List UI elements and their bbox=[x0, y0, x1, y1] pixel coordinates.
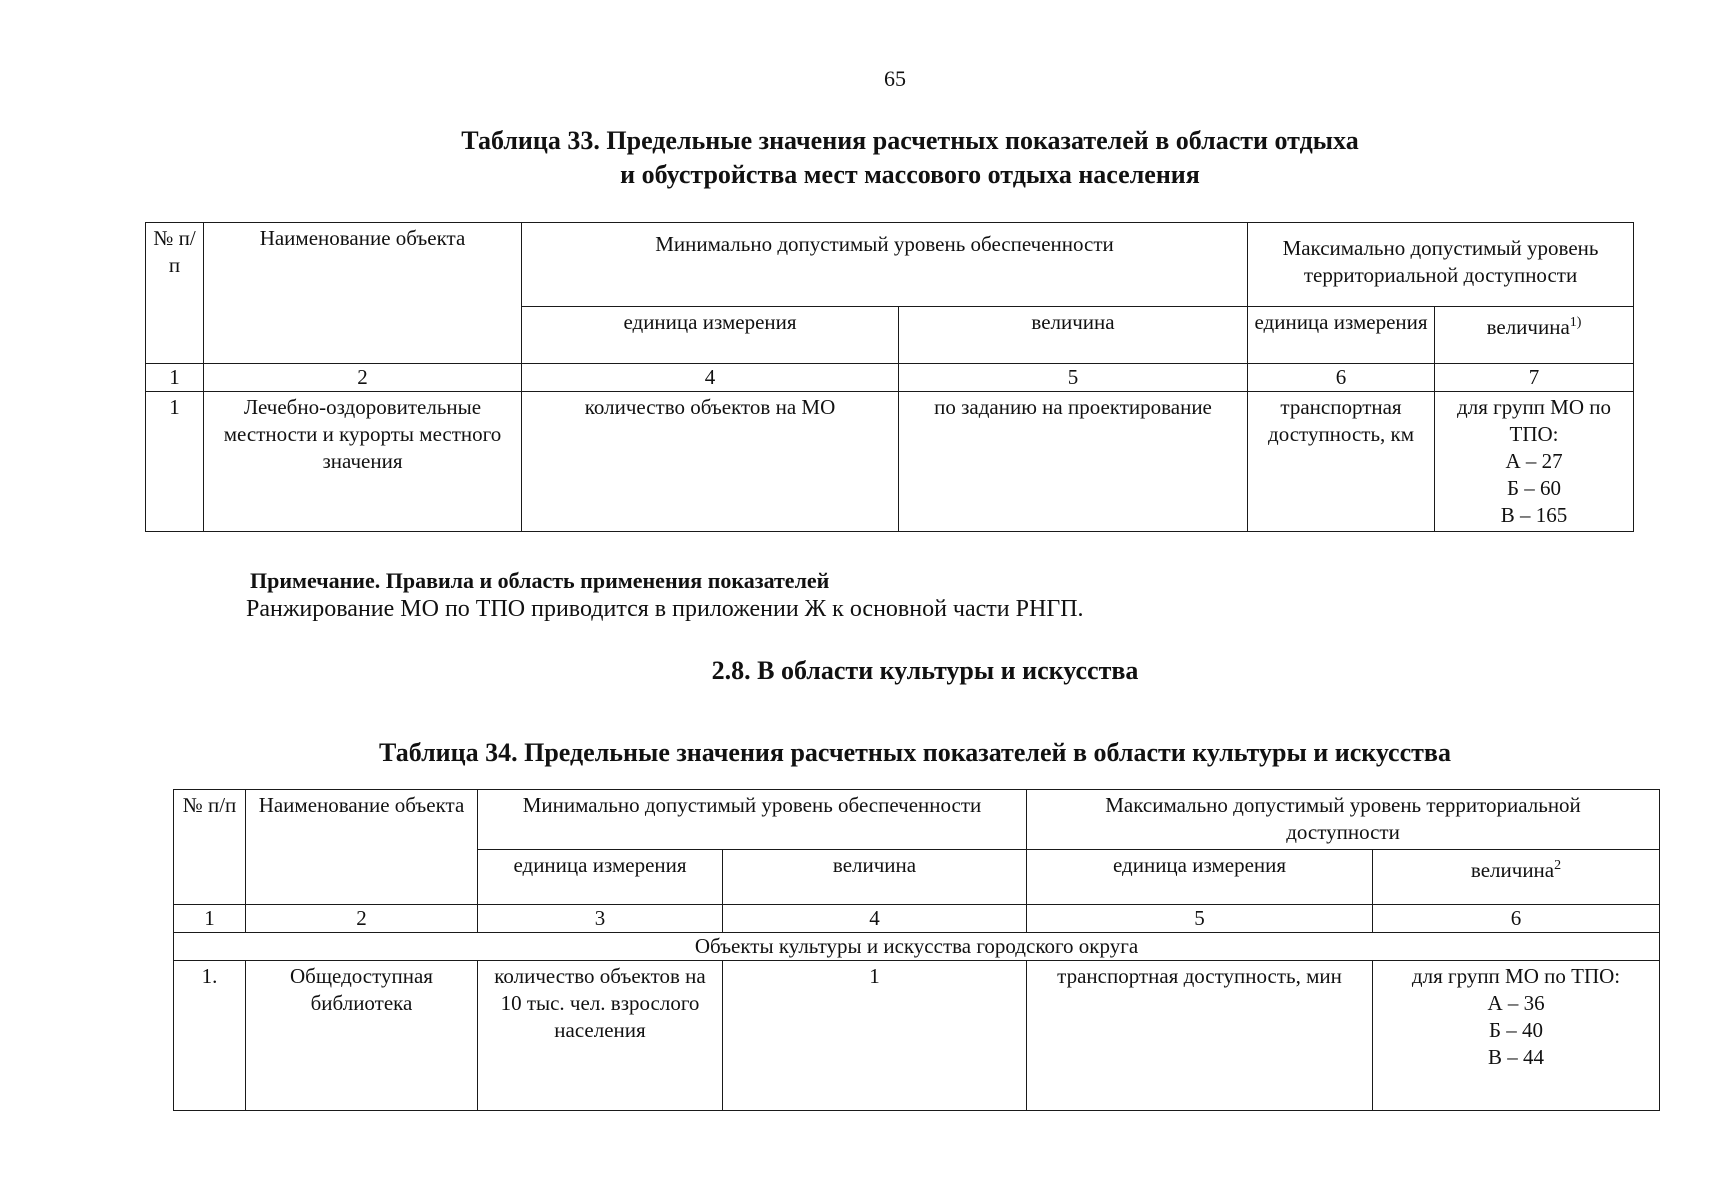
t33-header-unit2: единица измерения bbox=[1248, 307, 1435, 364]
table-33-title-line2: и обустройства мест массового отдыха населения bbox=[620, 160, 1200, 189]
table-row bbox=[174, 961, 1660, 1111]
t33-row-name: Лечебно-оздоровительные местности и курорты местного значения bbox=[204, 392, 522, 532]
table-33 bbox=[145, 222, 1634, 532]
page-number: 65 bbox=[884, 66, 906, 91]
t34-colnum-4: 4 bbox=[723, 905, 1027, 933]
t33-row-max-value bbox=[1435, 392, 1634, 532]
t33-max-value-intro: для групп МО по ТПО: bbox=[1457, 395, 1611, 446]
t34-group-row: Объекты культуры и искусства городского округа bbox=[174, 933, 1660, 961]
t34-header-unit: единица измерения bbox=[478, 850, 723, 905]
t33-header-num: № п/п bbox=[146, 223, 204, 364]
t33-header-name: Наименование объекта bbox=[204, 223, 522, 364]
table-34 bbox=[173, 789, 1660, 1111]
t34-max-value-a: А – 36 bbox=[1487, 991, 1545, 1015]
t34-colnum-3: 3 bbox=[478, 905, 723, 933]
t33-row-min-value: по заданию на проектирование bbox=[899, 392, 1248, 532]
t34-max-value-intro: для групп МО по ТПО: bbox=[1411, 964, 1621, 988]
t33-colnum-4: 5 bbox=[899, 364, 1248, 392]
t33-header-max-group: Максимально допустимый уровень территориальной доступности bbox=[1248, 223, 1634, 307]
section-heading: 2.8. В области культуры и искусства bbox=[711, 656, 1139, 685]
t34-row-min-unit: количество объектов на 10 тыс. чел. взрослого населения bbox=[478, 961, 723, 1111]
t33-colnum-3: 4 bbox=[522, 364, 899, 392]
t33-header-value: величина bbox=[899, 307, 1248, 364]
note-heading: Примечание. Правила и область применения показателей bbox=[250, 568, 830, 593]
t34-row-min-value: 1 bbox=[723, 961, 1027, 1111]
t34-colnum-6: 6 bbox=[1373, 905, 1660, 933]
t34-header-max-group: Максимально допустимый уровень территориальной доступности bbox=[1027, 790, 1660, 850]
t34-row-max-value bbox=[1373, 961, 1660, 1111]
table-33-title-line1: Таблица 33. Предельные значения расчетных показателей в области отдыха bbox=[461, 126, 1359, 155]
t34-footnote-marker: 2 bbox=[1554, 858, 1562, 873]
t33-header-value2-label: величина bbox=[1486, 315, 1570, 339]
t33-colnum-1: 1 bbox=[146, 364, 204, 392]
t33-colnum-6: 7 bbox=[1435, 364, 1634, 392]
t34-header-unit2: единица измерения bbox=[1027, 850, 1373, 905]
t33-row-num: 1 bbox=[146, 392, 204, 532]
t34-header-min-group: Минимально допустимый уровень обеспеченности bbox=[478, 790, 1027, 850]
t33-max-value-c: В – 165 bbox=[1500, 503, 1568, 527]
t33-header-value2 bbox=[1435, 307, 1634, 364]
t33-max-value-b: Б – 60 bbox=[1506, 476, 1562, 500]
t34-header-value2 bbox=[1373, 850, 1660, 905]
t34-max-value-b: Б – 40 bbox=[1488, 1018, 1544, 1042]
t33-row-min-unit: количество объектов на МО bbox=[522, 392, 899, 532]
t34-row-name: Общедоступная библиотека bbox=[246, 961, 478, 1111]
t34-header-value: величина bbox=[723, 850, 1027, 905]
table-row bbox=[146, 392, 1634, 532]
t33-colnum-5: 6 bbox=[1248, 364, 1435, 392]
t34-max-value-c: В – 44 bbox=[1488, 1045, 1545, 1069]
t33-footnote-marker: 1) bbox=[1569, 315, 1582, 330]
t33-header-unit: единица измерения bbox=[522, 307, 899, 364]
t33-colnum-2: 2 bbox=[204, 364, 522, 392]
note-text: Ранжирование МО по ТПО приводится в приложении Ж к основной части РНГП. bbox=[246, 596, 1084, 622]
t34-row-max-unit: транспортная доступность, мин bbox=[1027, 961, 1373, 1111]
t33-row-max-unit: транспортная доступность, км bbox=[1248, 392, 1435, 532]
t34-header-value2-label: величина bbox=[1470, 858, 1555, 882]
t34-colnum-5: 5 bbox=[1027, 905, 1373, 933]
table-33-title bbox=[380, 124, 1440, 192]
t34-colnum-1: 1 bbox=[174, 905, 246, 933]
t33-header-min-group: Минимально допустимый уровень обеспеченности bbox=[522, 223, 1248, 307]
t34-colnum-2: 2 bbox=[246, 905, 478, 933]
t34-header-num: № п/п bbox=[174, 790, 246, 905]
t34-header-name: Наименование объекта bbox=[246, 790, 478, 905]
table-34-title: Таблица 34. Предельные значения расчетных показателей в области культуры и искусства bbox=[379, 738, 1451, 767]
t34-row-num: 1. bbox=[174, 961, 246, 1111]
t33-max-value-a: А – 27 bbox=[1505, 449, 1563, 473]
